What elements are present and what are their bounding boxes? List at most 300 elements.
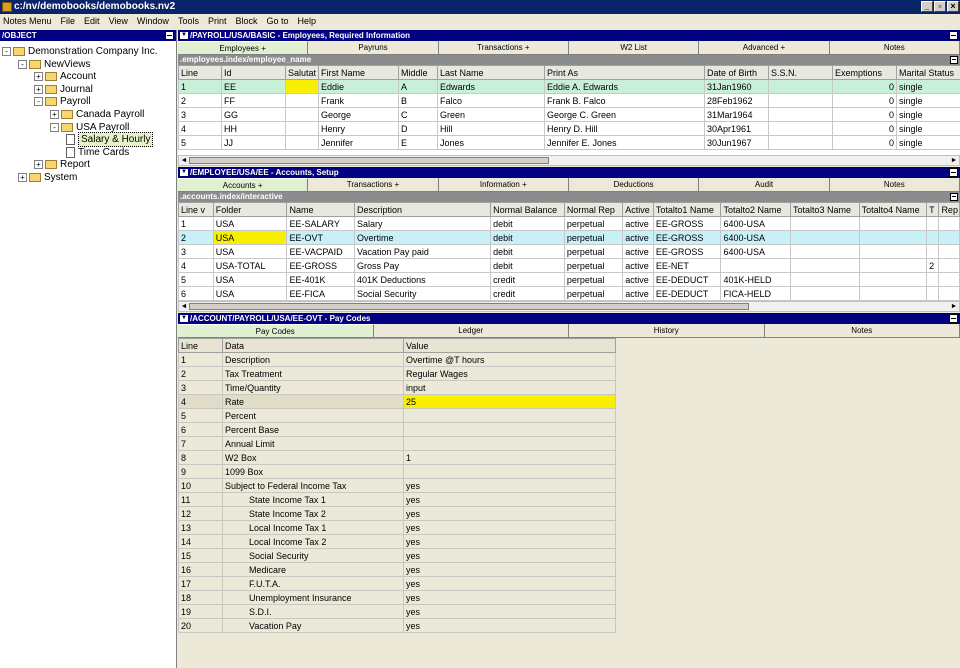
table-cell[interactable] (791, 231, 860, 245)
paycode-cell[interactable]: Vacation Pay (223, 619, 404, 633)
column-header[interactable]: Exemptions (833, 66, 897, 80)
panel1-minimize-icon[interactable] (949, 31, 958, 40)
tree-node[interactable] (18, 171, 77, 184)
table-row[interactable] (179, 259, 960, 273)
tab[interactable]: Pay Codes (178, 324, 374, 337)
table-cell[interactable]: perpetual (564, 273, 622, 287)
collapse-icon[interactable]: ▼ (181, 315, 187, 321)
table-cell[interactable] (859, 245, 927, 259)
paycode-cell[interactable]: 18 (179, 591, 223, 605)
paycode-cell[interactable]: 19 (179, 605, 223, 619)
tree-expander-icon[interactable]: + (34, 85, 43, 94)
table-cell[interactable]: perpetual (564, 287, 622, 301)
table-row[interactable] (179, 108, 960, 122)
paycode-cell[interactable]: yes (404, 591, 616, 605)
column-header[interactable]: Line (179, 66, 222, 80)
tab[interactable]: W2 List (569, 41, 699, 54)
table-row[interactable] (179, 231, 960, 245)
table-cell[interactable]: FF (222, 94, 286, 108)
column-header[interactable]: Line (179, 339, 223, 353)
tab[interactable]: Advanced + (699, 41, 829, 54)
column-header[interactable]: Data (223, 339, 404, 353)
table-cell[interactable] (859, 287, 927, 301)
paycode-row[interactable] (179, 521, 616, 535)
table-cell[interactable]: 0 (833, 122, 897, 136)
table-cell[interactable]: EE-DEDUCT (653, 287, 721, 301)
column-header[interactable]: Totalto3 Name (791, 203, 860, 217)
table-cell[interactable]: 3 (179, 245, 214, 259)
tree-node[interactable] (34, 95, 91, 108)
minimize-icon[interactable]: _ (921, 1, 933, 12)
paycode-row[interactable] (179, 535, 616, 549)
table-cell[interactable]: 31Jan1960 (705, 80, 769, 94)
table-cell[interactable]: credit (491, 273, 565, 287)
table-cell[interactable]: EE-SALARY (287, 217, 355, 231)
table-cell[interactable] (286, 94, 319, 108)
table-cell[interactable]: Overtime (355, 231, 491, 245)
paycode-cell[interactable]: 3 (179, 381, 223, 395)
tree-expander-icon[interactable]: + (50, 110, 59, 119)
table-cell[interactable]: active (623, 273, 654, 287)
close-icon[interactable]: × (947, 1, 959, 12)
paycode-cell[interactable]: 7 (179, 437, 223, 451)
table-cell[interactable]: 31Mar1964 (705, 108, 769, 122)
tree-expander-icon[interactable]: + (18, 173, 27, 182)
paycode-row[interactable] (179, 381, 616, 395)
table-cell[interactable]: USA-TOTAL (213, 259, 287, 273)
paycode-cell[interactable]: 5 (179, 409, 223, 423)
table-cell[interactable]: 401K Deductions (355, 273, 491, 287)
paycode-cell[interactable]: Percent (223, 409, 404, 423)
table-cell[interactable] (791, 273, 860, 287)
table-cell[interactable]: debit (491, 259, 565, 273)
table-cell[interactable]: 5 (179, 136, 222, 150)
paycode-cell[interactable]: F.U.T.A. (223, 577, 404, 591)
paycode-cell[interactable]: input (404, 381, 616, 395)
table-cell[interactable]: debit (491, 217, 565, 231)
tree-node[interactable] (34, 158, 90, 171)
table-row[interactable] (179, 136, 960, 150)
panel1-hscroll[interactable]: ◄ ► (178, 155, 960, 166)
table-cell[interactable]: HH (222, 122, 286, 136)
table-cell[interactable] (939, 273, 960, 287)
table-cell[interactable] (286, 108, 319, 122)
tree-expander-icon[interactable]: + (34, 72, 43, 81)
table-cell[interactable]: Jones (438, 136, 545, 150)
paycode-cell[interactable]: Unemployment Insurance (223, 591, 404, 605)
table-cell[interactable]: 0 (833, 108, 897, 122)
column-header[interactable]: Last Name (438, 66, 545, 80)
paycode-cell[interactable]: Annual Limit (223, 437, 404, 451)
table-cell[interactable]: 1 (179, 80, 222, 94)
table-cell[interactable] (927, 217, 939, 231)
table-cell[interactable]: Jennifer E. Jones (545, 136, 705, 150)
table-cell[interactable]: active (623, 287, 654, 301)
table-cell[interactable]: 2 (179, 231, 214, 245)
menu-item[interactable]: File (60, 16, 76, 26)
table-cell[interactable] (859, 259, 927, 273)
table-cell[interactable]: Jennifer (319, 136, 399, 150)
paycode-cell[interactable] (404, 465, 616, 479)
table-cell[interactable] (939, 217, 960, 231)
paycode-cell[interactable]: yes (404, 479, 616, 493)
paycode-row[interactable] (179, 451, 616, 465)
table-cell[interactable]: perpetual (564, 231, 622, 245)
table-row[interactable] (179, 287, 960, 301)
table-cell[interactable] (286, 136, 319, 150)
table-cell[interactable]: 30Jun1967 (705, 136, 769, 150)
column-header[interactable]: Totalto2 Name (721, 203, 791, 217)
paycode-cell[interactable]: 10 (179, 479, 223, 493)
paycode-row[interactable] (179, 367, 616, 381)
table-cell[interactable] (927, 273, 939, 287)
table-cell[interactable]: Eddie A. Edwards (545, 80, 705, 94)
table-cell[interactable]: EE-401K (287, 273, 355, 287)
table-cell[interactable] (769, 108, 833, 122)
paycode-cell[interactable]: 6 (179, 423, 223, 437)
tree-node[interactable] (34, 83, 93, 96)
table-cell[interactable]: Vacation Pay paid (355, 245, 491, 259)
table-cell[interactable] (927, 287, 939, 301)
column-header[interactable]: Id (222, 66, 286, 80)
table-cell[interactable] (939, 287, 960, 301)
column-header[interactable]: Rep (939, 203, 960, 217)
table-cell[interactable]: 6400-USA (721, 245, 791, 259)
paycode-cell[interactable]: Tax Treatment (223, 367, 404, 381)
column-header[interactable]: Normal Rep (564, 203, 622, 217)
paycode-row[interactable] (179, 577, 616, 591)
column-header[interactable]: T (927, 203, 939, 217)
menu-item[interactable]: Print (207, 16, 227, 26)
paycode-row[interactable] (179, 507, 616, 521)
paycode-cell[interactable]: 16 (179, 563, 223, 577)
paycode-cell[interactable] (404, 437, 616, 451)
paycode-row[interactable] (179, 409, 616, 423)
table-cell[interactable]: USA (213, 245, 287, 259)
paycode-row[interactable] (179, 465, 616, 479)
table-cell[interactable]: EE-GROSS (653, 217, 721, 231)
table-cell[interactable]: Hill (438, 122, 545, 136)
paycode-row[interactable] (179, 493, 616, 507)
table-cell[interactable]: debit (491, 231, 565, 245)
tree-expander-icon[interactable]: - (18, 60, 27, 69)
paycode-cell[interactable]: yes (404, 493, 616, 507)
table-cell[interactable]: credit (491, 287, 565, 301)
panel1-index-icon[interactable] (950, 56, 958, 64)
table-cell[interactable] (927, 245, 939, 259)
table-cell[interactable]: 28Feb1962 (705, 94, 769, 108)
paycode-cell[interactable]: yes (404, 521, 616, 535)
table-cell[interactable]: 4 (179, 122, 222, 136)
paycode-row[interactable] (179, 423, 616, 437)
table-cell[interactable] (939, 259, 960, 273)
table-cell[interactable]: GG (222, 108, 286, 122)
tree-expander-icon[interactable]: - (50, 123, 59, 132)
table-cell[interactable]: active (623, 217, 654, 231)
column-header[interactable]: Folder (213, 203, 287, 217)
table-cell[interactable]: single (897, 136, 960, 150)
paycode-row[interactable] (179, 353, 616, 367)
tab[interactable]: Information + (439, 178, 569, 191)
table-cell[interactable]: single (897, 122, 960, 136)
table-cell[interactable]: EE-GROSS (653, 231, 721, 245)
column-header[interactable]: Date of Birth (705, 66, 769, 80)
table-cell[interactable] (939, 245, 960, 259)
table-cell[interactable]: B (399, 94, 438, 108)
table-cell[interactable]: active (623, 245, 654, 259)
table-cell[interactable]: perpetual (564, 245, 622, 259)
table-cell[interactable]: C (399, 108, 438, 122)
maximize-icon[interactable]: ▫ (934, 1, 946, 12)
table-cell[interactable]: 4 (179, 259, 214, 273)
table-row[interactable] (179, 245, 960, 259)
menu-item[interactable]: Window (136, 16, 169, 26)
paycode-cell[interactable]: yes (404, 535, 616, 549)
tab[interactable]: Notes (830, 178, 960, 191)
table-row[interactable] (179, 122, 960, 136)
tree-node[interactable] (2, 45, 158, 58)
table-row[interactable] (179, 273, 960, 287)
table-cell[interactable]: E (399, 136, 438, 150)
tree-node[interactable] (66, 146, 129, 159)
table-cell[interactable] (286, 80, 319, 94)
panel2-minimize-icon[interactable] (949, 168, 958, 177)
table-cell[interactable] (939, 231, 960, 245)
table-cell[interactable]: 6400-USA (721, 217, 791, 231)
paycode-cell[interactable]: 12 (179, 507, 223, 521)
tab[interactable]: Notes (830, 41, 960, 54)
paycode-cell[interactable]: yes (404, 605, 616, 619)
table-cell[interactable] (791, 287, 860, 301)
collapse-icon[interactable]: ▼ (181, 169, 187, 175)
table-cell[interactable]: perpetual (564, 217, 622, 231)
paycode-cell[interactable]: S.D.I. (223, 605, 404, 619)
table-cell[interactable]: Gross Pay (355, 259, 491, 273)
tree-node[interactable] (34, 70, 96, 83)
paycode-cell[interactable]: 13 (179, 521, 223, 535)
panel3-minimize-icon[interactable] (949, 314, 958, 323)
paycode-cell[interactable]: Local Income Tax 2 (223, 535, 404, 549)
table-cell[interactable]: EE-OVT (287, 231, 355, 245)
table-cell[interactable]: 0 (833, 136, 897, 150)
menu-item[interactable]: Notes Menu (3, 16, 52, 26)
table-cell[interactable]: active (623, 231, 654, 245)
paycode-cell[interactable]: Social Security (223, 549, 404, 563)
table-cell[interactable]: Edwards (438, 80, 545, 94)
menu-item[interactable]: View (108, 16, 128, 26)
table-cell[interactable] (859, 273, 927, 287)
paycode-row[interactable] (179, 395, 616, 409)
paycode-cell[interactable]: W2 Box (223, 451, 404, 465)
paycode-cell[interactable]: 2 (179, 367, 223, 381)
column-header[interactable]: Middle (399, 66, 438, 80)
paycode-cell[interactable]: yes (404, 549, 616, 563)
table-cell[interactable]: 6 (179, 287, 214, 301)
paycode-cell[interactable]: 25 (404, 395, 616, 409)
table-cell[interactable]: USA (213, 273, 287, 287)
column-header[interactable]: Marital Status (897, 66, 960, 80)
paycode-row[interactable] (179, 479, 616, 493)
menu-item[interactable]: Block (235, 16, 258, 26)
table-cell[interactable]: EE-NET (653, 259, 721, 273)
tab[interactable]: History (569, 324, 765, 337)
paycode-row[interactable] (179, 437, 616, 451)
table-cell[interactable]: 2 (179, 94, 222, 108)
table-cell[interactable] (859, 217, 927, 231)
paycode-cell[interactable]: 1 (404, 451, 616, 465)
table-row[interactable] (179, 80, 960, 94)
paycode-cell[interactable]: 9 (179, 465, 223, 479)
table-cell[interactable] (286, 122, 319, 136)
table-cell[interactable] (769, 94, 833, 108)
column-header[interactable]: First Name (319, 66, 399, 80)
paycode-cell[interactable]: Subject to Federal Income Tax (223, 479, 404, 493)
table-cell[interactable]: active (623, 259, 654, 273)
tree-expander-icon[interactable]: + (34, 160, 43, 169)
table-cell[interactable]: Frank B. Falco (545, 94, 705, 108)
tree-node[interactable] (50, 108, 144, 121)
table-cell[interactable]: A (399, 80, 438, 94)
collapse-icon[interactable]: ▼ (181, 32, 187, 38)
column-header[interactable]: Active (623, 203, 654, 217)
tab[interactable]: Accounts + (178, 178, 308, 191)
column-header[interactable]: Value (404, 339, 616, 353)
paycode-cell[interactable]: 8 (179, 451, 223, 465)
table-cell[interactable] (769, 136, 833, 150)
table-cell[interactable] (791, 217, 860, 231)
menu-item[interactable]: Help (297, 16, 317, 26)
tab[interactable]: Transactions + (308, 178, 438, 191)
paycode-cell[interactable]: yes (404, 507, 616, 521)
table-cell[interactable] (769, 122, 833, 136)
paycode-cell[interactable]: Overtime @T hours (404, 353, 616, 367)
table-cell[interactable] (769, 80, 833, 94)
column-header[interactable]: Normal Balance (491, 203, 565, 217)
table-cell[interactable]: EE (222, 80, 286, 94)
paycode-cell[interactable]: 14 (179, 535, 223, 549)
table-cell[interactable]: D (399, 122, 438, 136)
paycode-row[interactable] (179, 563, 616, 577)
tree-node[interactable] (66, 133, 153, 146)
pane-minimize-icon[interactable] (165, 31, 174, 40)
table-cell[interactable]: George (319, 108, 399, 122)
paycode-cell[interactable]: State Income Tax 2 (223, 507, 404, 521)
tab[interactable]: Employees + (178, 41, 308, 54)
tab[interactable]: Payruns (308, 41, 438, 54)
paycode-cell[interactable] (404, 423, 616, 437)
table-cell[interactable]: EE-VACPAID (287, 245, 355, 259)
table-cell[interactable]: 1 (179, 217, 214, 231)
paycode-cell[interactable]: 11 (179, 493, 223, 507)
table-cell[interactable]: EE-GROSS (287, 259, 355, 273)
table-cell[interactable]: single (897, 108, 960, 122)
paycode-cell[interactable]: Regular Wages (404, 367, 616, 381)
table-cell[interactable]: JJ (222, 136, 286, 150)
paycode-cell[interactable]: yes (404, 563, 616, 577)
table-cell[interactable]: Green (438, 108, 545, 122)
paycode-cell[interactable]: 17 (179, 577, 223, 591)
column-header[interactable]: Name (287, 203, 355, 217)
paycode-cell[interactable]: 20 (179, 619, 223, 633)
paycode-cell[interactable]: 1 (179, 353, 223, 367)
column-header[interactable]: Salutat (286, 66, 319, 80)
paycode-cell[interactable]: yes (404, 577, 616, 591)
table-row[interactable] (179, 94, 960, 108)
paycode-cell[interactable]: Description (223, 353, 404, 367)
menu-item[interactable]: Tools (177, 16, 199, 26)
paycode-cell[interactable]: 4 (179, 395, 223, 409)
table-cell[interactable]: 5 (179, 273, 214, 287)
column-header[interactable]: Description (355, 203, 491, 217)
table-cell[interactable]: debit (491, 245, 565, 259)
tree-expander-icon[interactable]: - (34, 97, 43, 106)
paycode-row[interactable] (179, 549, 616, 563)
tree-node[interactable] (18, 58, 91, 71)
table-cell[interactable]: USA (213, 231, 287, 245)
tab[interactable]: Transactions + (439, 41, 569, 54)
table-cell[interactable]: 2 (927, 259, 939, 273)
paycode-row[interactable] (179, 619, 616, 633)
paycode-cell[interactable]: Local Income Tax 1 (223, 521, 404, 535)
table-cell[interactable]: perpetual (564, 259, 622, 273)
column-header[interactable]: Totalto1 Name (653, 203, 721, 217)
table-cell[interactable] (721, 259, 791, 273)
table-cell[interactable]: EE-DEDUCT (653, 273, 721, 287)
menu-item[interactable]: Go to (266, 16, 289, 26)
tab[interactable]: Ledger (374, 324, 570, 337)
table-cell[interactable]: single (897, 80, 960, 94)
table-cell[interactable]: FICA-HELD (721, 287, 791, 301)
table-cell[interactable]: Falco (438, 94, 545, 108)
column-header[interactable]: Line v (179, 203, 214, 217)
column-header[interactable]: Print As (545, 66, 705, 80)
table-cell[interactable]: single (897, 94, 960, 108)
paycode-cell[interactable]: yes (404, 619, 616, 633)
table-cell[interactable]: USA (213, 287, 287, 301)
tab[interactable]: Audit (699, 178, 829, 191)
table-cell[interactable]: Salary (355, 217, 491, 231)
menu-item[interactable]: Edit (84, 16, 100, 26)
table-cell[interactable]: Frank (319, 94, 399, 108)
column-header[interactable]: S.S.N. (769, 66, 833, 80)
panel2-index-icon[interactable] (950, 193, 958, 201)
paycode-row[interactable] (179, 605, 616, 619)
tree-expander-icon[interactable]: - (2, 47, 11, 56)
table-cell[interactable] (791, 245, 860, 259)
table-cell[interactable] (791, 259, 860, 273)
table-cell[interactable]: Henry (319, 122, 399, 136)
paycode-cell[interactable]: Percent Base (223, 423, 404, 437)
table-cell[interactable] (927, 231, 939, 245)
table-cell[interactable]: 30Apr1961 (705, 122, 769, 136)
paycode-cell[interactable]: 15 (179, 549, 223, 563)
table-cell[interactable]: USA (213, 217, 287, 231)
panel2-hscroll[interactable]: ◄ ► (178, 301, 960, 312)
table-cell[interactable]: EE-GROSS (653, 245, 721, 259)
table-row[interactable] (179, 217, 960, 231)
table-cell[interactable]: 3 (179, 108, 222, 122)
paycode-cell[interactable] (404, 409, 616, 423)
paycode-cell[interactable]: Time/Quantity (223, 381, 404, 395)
table-cell[interactable]: George C. Green (545, 108, 705, 122)
table-cell[interactable]: 0 (833, 80, 897, 94)
table-cell[interactable]: Eddie (319, 80, 399, 94)
paycode-cell[interactable]: Rate (223, 395, 404, 409)
table-cell[interactable]: 401K-HELD (721, 273, 791, 287)
table-cell[interactable]: Henry D. Hill (545, 122, 705, 136)
paycode-row[interactable] (179, 591, 616, 605)
table-cell[interactable]: EE-FICA (287, 287, 355, 301)
